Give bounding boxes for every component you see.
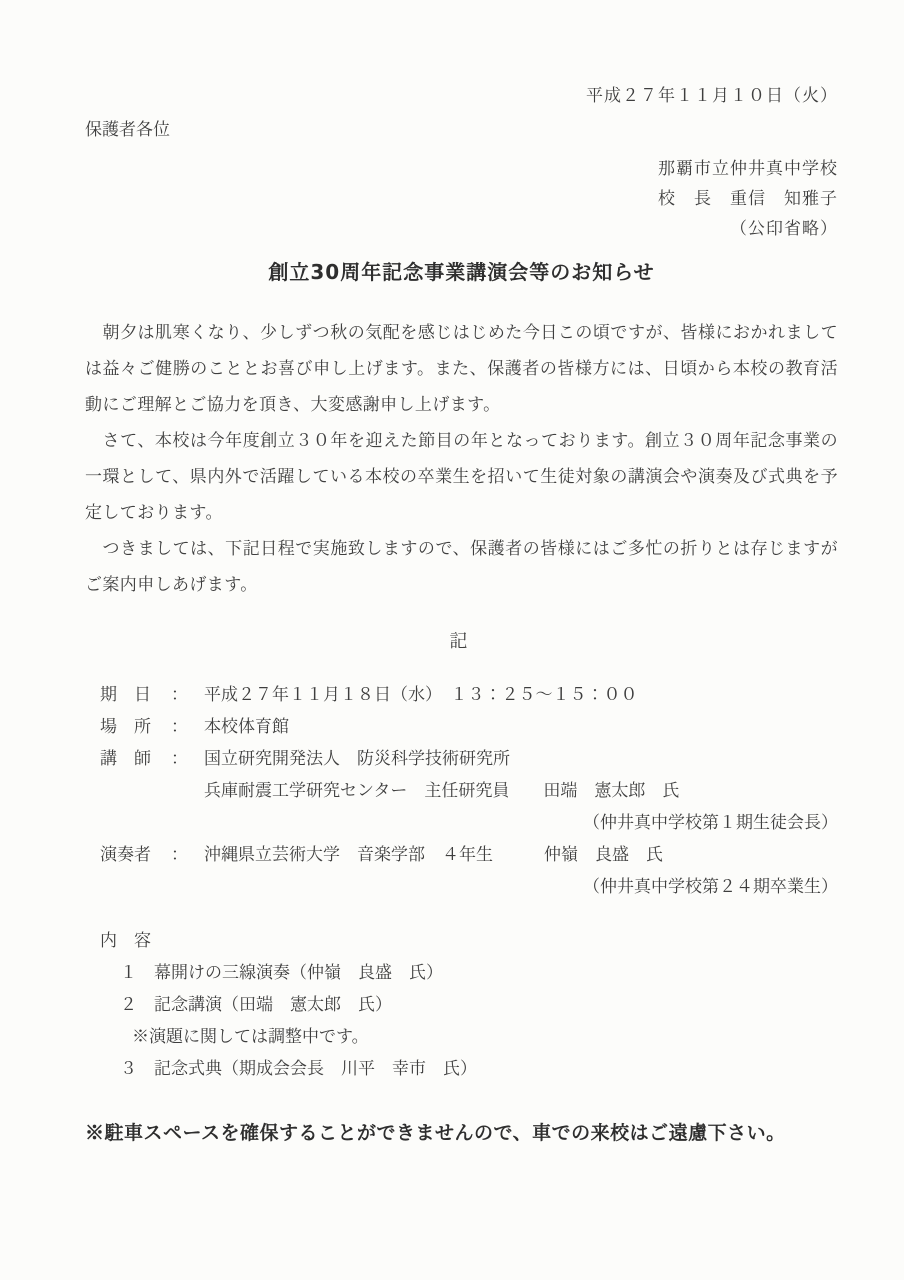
detail-colon: ： bbox=[171, 717, 188, 737]
detail-label-place: 場 所 bbox=[100, 717, 151, 737]
detail-value-lecturer bbox=[204, 743, 838, 839]
contents-header: 内 容 bbox=[100, 931, 151, 951]
seal-omission-note: （公印省略） bbox=[730, 219, 838, 239]
sender-block bbox=[658, 154, 838, 244]
detail-row-place bbox=[100, 711, 838, 743]
addressee: 保護者各位 bbox=[85, 120, 170, 140]
detail-label-date: 期 日 bbox=[100, 685, 151, 705]
program-item-1: １ 幕開けの三線演奏（仲嶺 良盛 氏） bbox=[120, 963, 443, 983]
performer-alumni-note: （仲井真中学校第２４期卒業生） bbox=[583, 877, 838, 897]
detail-row-performer bbox=[100, 839, 838, 903]
parking-warning-note: ※駐車スペースを確保することができませんので、車での来校はご遠慮下さい。 bbox=[85, 1122, 786, 1144]
record-marker: 記 bbox=[449, 631, 474, 652]
sender-principal-name: 校 長 重信 知雅子 bbox=[658, 189, 838, 209]
performer-affiliation-name: 沖縄県立芸術大学 音楽学部 ４年生 仲嶺 良盛 氏 bbox=[204, 845, 663, 865]
event-details bbox=[100, 679, 838, 903]
detail-colon: ： bbox=[171, 749, 188, 769]
detail-row-date bbox=[100, 679, 838, 711]
lecturer-alumni-note: （仲井真中学校第１期生徒会長） bbox=[583, 813, 838, 833]
paragraph-anniversary: さて、本校は今年度創立３０年を迎えた節目の年となっております。創立３０周年記念事業の一環として、県内外で活躍している本校の卒業生を招いて生徒対象の講演会や演奏及び式典を予定しております。 bbox=[85, 431, 838, 523]
program-item-2: ２ 記念講演（田端 憲太郎 氏） bbox=[120, 995, 392, 1015]
detail-label-performer: 演奏者 bbox=[100, 845, 151, 865]
paragraph-invitation: つきましては、下記日程で実施致しますので、保護者の皆様にはご多忙の折りとは存じますがご案内申しあげます。 bbox=[85, 539, 838, 595]
sender-school-name: 那覇市立仲井真中学校 bbox=[658, 159, 838, 179]
issue-date: 平成２７年１１月１０日（火） bbox=[586, 86, 838, 106]
detail-colon: ： bbox=[171, 845, 188, 865]
event-place: 本校体育館 bbox=[204, 717, 289, 737]
detail-value-performer bbox=[204, 839, 838, 903]
document-title: 創立30周年記念事業講演会等のお知らせ bbox=[268, 260, 655, 284]
body-text bbox=[85, 315, 838, 603]
event-datetime: 平成２７年１１月１８日（水） １３：２５～１５：００ bbox=[204, 685, 638, 705]
paragraph-greeting: 朝夕は肌寒くなり、少しずつ秋の気配を感じはじめた今日この頃ですが、皆様におかれましては益々ご健勝のこととお喜び申し上げます。また、保護者の皆様方には、日頃から本校の教育活動にご理解とご協力を頂き、大変感謝申し上げます。 bbox=[85, 323, 838, 415]
program-item-2-note: ※演題に関しては調整中です。 bbox=[132, 1027, 369, 1047]
detail-colon: ： bbox=[171, 685, 188, 705]
detail-row-lecturer bbox=[100, 743, 838, 839]
program-contents bbox=[100, 925, 838, 1085]
detail-value-place bbox=[204, 711, 838, 743]
lecturer-affiliation: 国立研究開発法人 防災科学技術研究所 bbox=[204, 749, 510, 769]
program-item-3: ３ 記念式典（期成会会長 川平 幸市 氏） bbox=[120, 1059, 477, 1079]
detail-label-lecturer: 講 師 bbox=[100, 749, 151, 769]
detail-value-date bbox=[204, 679, 838, 711]
lecturer-title-name: 兵庫耐震工学研究センター 主任研究員 田端 憲太郎 氏 bbox=[204, 781, 680, 801]
